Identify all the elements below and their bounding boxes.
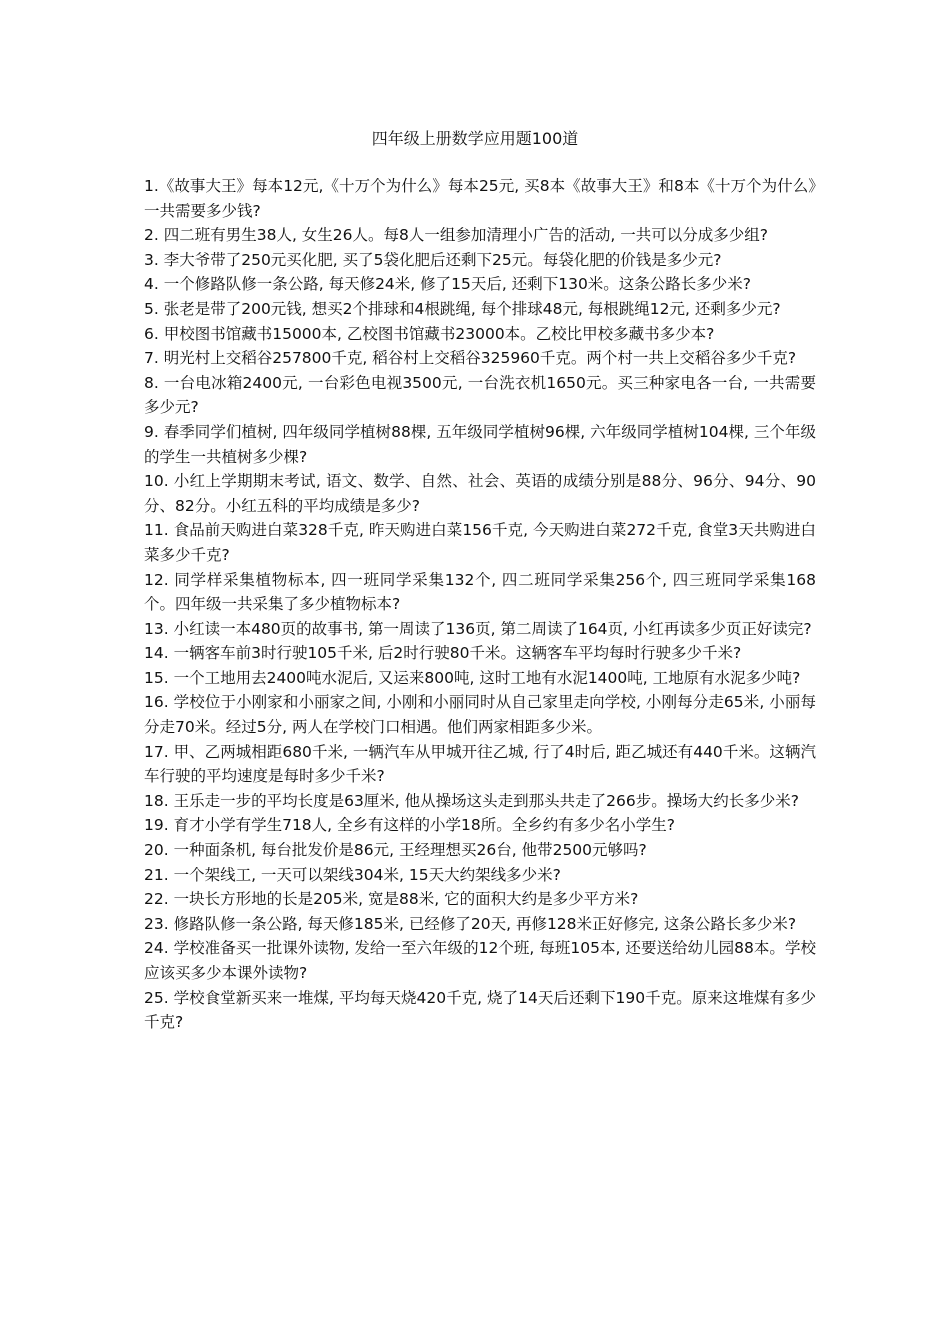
question-item: 4. 一个修路队修一条公路, 每天修24米, 修了15天后, 还剩下130米。这条公路长多少米? [144,275,752,294]
question-item: 10. 小红上学期期末考试, 语文、数学、自然、社会、英语的成绩分别是88分、96分、94分、90分、82分。小红五科的平均成绩是多少? [144,472,816,515]
question-item: 14. 一辆客车前3时行驶105千米, 后2时行驶80千米。这辆客车平均每时行驶多少千米? [144,644,742,663]
question-item: 5. 张老是带了200元钱, 想买2个排球和4根跳绳, 每个排球48元, 每根跳绳12元, 还剩多少元? [144,299,781,318]
question-item: 1.《故事大王》每本12元,《十万个为什么》每本25元, 买8本《故事大王》和8本《十万个为什么》一共需要多少钱? [144,177,816,220]
question-item: 15. 一个工地用去2400吨水泥后, 又运来800吨, 这时工地有水泥1400吨, 工地原有水泥多少吨? [144,668,801,687]
question-item: 23. 修路队修一条公路, 每天修185米, 已经修了20天, 再修128米正好修完, 这条公路长多少米? [144,914,797,933]
question-list [144,174,816,1035]
question-item: 18. 王乐走一步的平均长度是63厘米, 他从操场这头走到那头共走了266步。操场大约长多少米? [144,791,799,810]
question-item: 21. 一个架线工, 一天可以架线304米, 15天大约架线多少米? [144,865,561,884]
question-item: 11. 食品前天购进白菜328千克, 昨天购进白菜156千克, 今天购进白菜272千克, 食堂3天共购进白菜多少千克? [144,521,816,564]
question-item: 24. 学校准备买一批课外读物, 发给一至六年级的12个班, 每班105本, 还要送给幼儿园88本。学校应该买多少本课外读物? [144,939,816,982]
question-item: 9. 春季同学们植树, 四年级同学植树88棵, 五年级同学植树96棵, 六年级同学植树104棵, 三个年级的学生一共植树多少棵? [144,422,816,466]
question-item: 19. 育才小学有学生718人, 全乡有这样的小学18所。全乡约有多少名小学生? [144,816,675,835]
question-item: 3. 李大爷带了250元买化肥, 买了5袋化肥后还剩下25元。每袋化肥的价钱是多少元? [144,250,722,269]
question-item: 22. 一块长方形地的长是205米, 宽是88米, 它的面积大约是多少平方米? [144,890,639,909]
question-item: 2. 四二班有男生38人, 女生26人。每8人一组参加清理小广告的活动, 一共可以分成多少组? [144,226,768,245]
question-item: 20. 一种面条机, 每台批发价是86元, 王经理想买26台, 他带2500元够吗? [144,841,647,860]
question-item: 25. 学校食堂新买来一堆煤, 平均每天烧420千克, 烧了14天后还剩下190千克。原来这堆煤有多少千克? [144,988,816,1032]
question-item: 8. 一台电冰箱2400元, 一台彩色电视3500元, 一台洗衣机1650元。买三种家电各一台, 一共需要多少元? [144,373,816,417]
question-item: 17. 甲、乙两城相距680千米, 一辆汽车从甲城开往乙城, 行了4时后, 距乙城还有440千米。这辆汽车行驶的平均速度是每时多少千米? [144,742,816,786]
question-item: 13. 小红读一本480页的故事书, 第一周读了136页, 第二周读了164页, 小红再读多少页正好读完? [144,619,812,638]
question-item: 12. 同学样采集植物标本, 四一班同学采集132个, 四二班同学采集256个, 四三班同学采集168个。四年级一共采集了多少植物标本? [144,570,816,614]
question-item: 6. 甲校图书馆藏书15000本, 乙校图书馆藏书23000本。乙校比甲校多藏书多少本? [144,324,715,343]
question-item: 16. 学校位于小刚家和小丽家之间, 小刚和小丽同时从自己家里走向学校, 小刚每分走65米, 小丽每分走70米。经过5分, 两人在学校门口相遇。他们两家相距多少米。 [144,693,816,737]
question-item: 7. 明光村上交稻谷257800千克, 稻谷村上交稻谷325960千克。两个村一共上交稻谷多少千克? [144,349,797,368]
page-title: 四年级上册数学应用题100道 [371,129,579,148]
